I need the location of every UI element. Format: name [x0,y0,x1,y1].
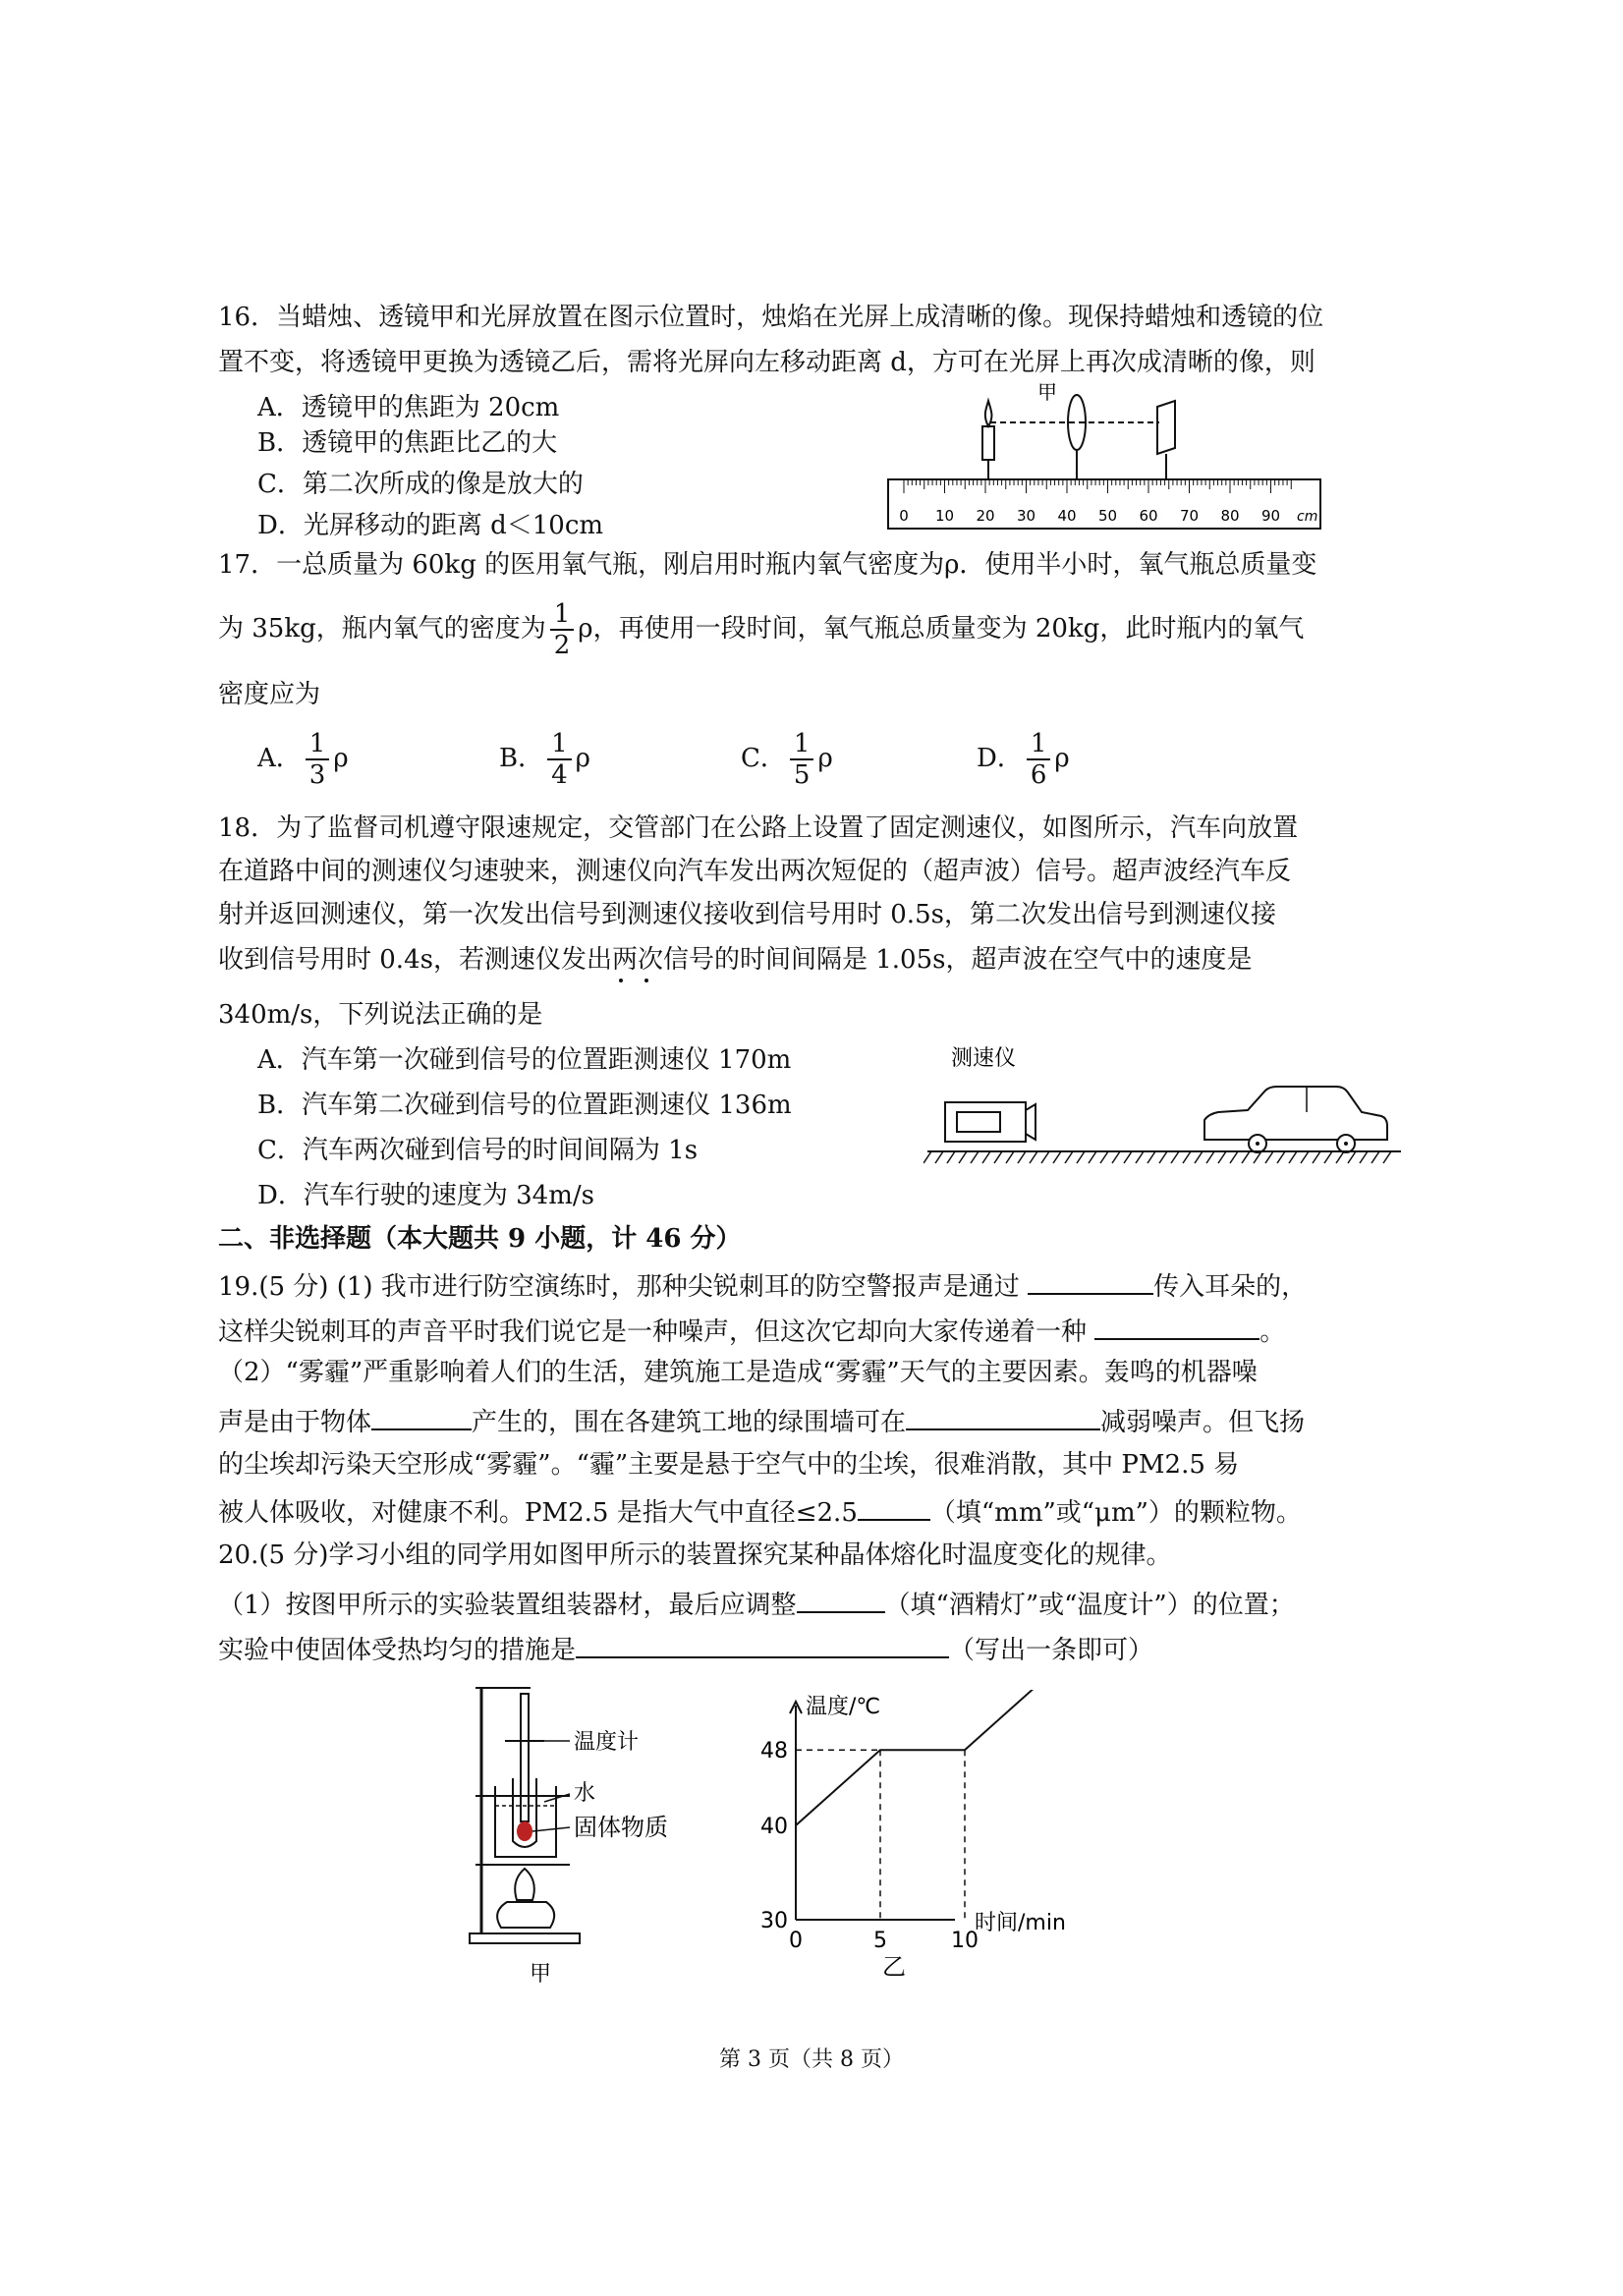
y-tick-label: 40 [760,1815,788,1839]
ground-hatch-line [1077,1151,1085,1163]
q19-line6: 被人体吸收，对健康不利。PM2.5 是指大气中直径≤2.5 （填“mm”或“μm”）的颗粒物。 [218,1493,1302,1530]
q20-apparatus-figure [462,1684,707,1988]
q17-option-b[interactable]: B． $\frac{1}{4}$ ρ [499,729,590,790]
x-tick-label: 5 [873,1929,887,1953]
emphasis-dot [619,979,623,982]
q16-line1: 16．当蜡烛、透镜甲和光屏放置在图示位置时，烛焰在光屏上成清晰的像。现保持蜡烛和透镜的位 [218,303,1324,332]
ground-hatch-line [1242,1151,1250,1163]
ground-hatch-line [1089,1151,1096,1163]
q18-option-c[interactable]: C．汽车两次碰到信号的时间间隔为 1s [257,1136,699,1165]
q19-answer-blank-4[interactable] [906,1403,1100,1430]
ground-hatch-line [1383,1151,1391,1163]
q16-option-c[interactable]: C．第二次所成的像是放大的 [257,470,584,499]
ground-hatch-line [1277,1151,1285,1163]
q16-option-d[interactable]: D．光屏移动的距离 d＜10cm [257,511,604,540]
q19-line4: 声是由于物体 产生的，围在各建筑工地的绿围墙可在 减弱噪声。但飞扬 [218,1403,1305,1439]
q19-answer-blank-1[interactable] [1028,1267,1153,1295]
q20-line1: 20.(5 分)学习小组的同学用如图甲所示的装置探究某种晶体熔化时温度变化的规律。 [218,1540,1172,1570]
q18-line2: 在道路中间的测速仪匀速驶来，测速仪向汽车发出两次短促的（超声波）信号。超声波经汽车反 [218,857,1292,886]
q17-fraction: $\frac{1}{2}$ [550,599,575,660]
ground-hatch-line [1018,1151,1026,1163]
alcohol-lamp-icon [497,1902,554,1928]
q17-line2-end: ρ，再使用一段时间，氧气瓶总质量变为 20kg，此时瓶内的氧气 [578,614,1305,644]
x-tick-label: 10 [951,1929,979,1953]
ground-hatch-line [1183,1151,1191,1163]
ground-hatch-line [1030,1151,1037,1163]
q18-option-b[interactable]: B．汽车第二次碰到信号的位置距测速仪 136m [257,1091,792,1120]
q16-line2: 置不变，将透镜甲更换为透镜乙后，需将光屏向左移动距离 d，方可在光屏上再次成清晰的像，则 [218,348,1315,377]
ground-hatch-line [1041,1151,1049,1163]
thermometer-icon [521,1694,529,1821]
ground-hatch-line [947,1151,955,1163]
ground-hatch-line [1218,1151,1226,1163]
y-axis-label: 温度/℃ [806,1695,881,1719]
ruler-ticks [904,479,1291,493]
ruler-tick-label: 90 [1260,507,1281,525]
section-title: 二、非选择题（本大题共 9 小题，计 46 分） [218,1224,742,1254]
ruler-tick-label: 50 [1097,507,1118,525]
screen-icon [1157,401,1175,454]
ruler-tick-label: 40 [1057,507,1077,525]
q19-answer-blank-5[interactable] [858,1493,930,1521]
q17-option-a[interactable]: A． $\frac{1}{3}$ ρ [257,729,349,790]
q18-line5: 340m/s，下列说法正确的是 [218,1000,543,1030]
figure-yi-caption: 乙 [882,1953,906,1981]
ground-hatch-line [1195,1151,1203,1163]
q18-option-a[interactable]: A．汽车第一次碰到信号的位置距测速仪 170m [257,1045,792,1075]
q16-option-a[interactable]: A．透镜甲的焦距为 20cm [257,393,560,422]
ground-hatch-line [935,1151,943,1163]
ground-hatch-line [1289,1151,1297,1163]
ground-hatch-line [1265,1151,1273,1163]
ruler-tick-label: 20 [976,507,995,525]
ground-hatch-line [1006,1151,1014,1163]
ground-hatch-line [923,1151,931,1163]
emphasis-dot [644,979,648,982]
q16-option-b[interactable]: B．透镜甲的焦距比乙的大 [257,428,558,458]
q19-line5: 的尘埃却污染天空形成“雾霾”。“霾”主要是悬于空气中的尘埃，很难消散，其中 PM2.5 易 [218,1450,1240,1480]
ground-hatch-line [1336,1151,1344,1163]
q18-line1: 18．为了监督司机遵守限速规定，交管部门在公路上设置了固定测速仪，如图所示，汽车向放置 [218,813,1299,843]
page-number: 第 3 页（共 8 页） [719,2047,904,2072]
y-tick-label: 48 [760,1739,788,1764]
q17-option-d[interactable]: D． $\frac{1}{6}$ ρ [977,729,1070,790]
q18-line3: 射并返回测速仪，第一次发出信号到测速仪接收到信号用时 0.5s，第二次发出信号到测速仪接 [218,900,1276,929]
ruler-unit: cm [1297,509,1318,525]
q19-line1: 19.(5 分) (1) 我市进行防空演练时，那种尖锐刺耳的防空警报声是通过 传入耳朵的， [218,1267,1307,1304]
ground-hatch-line [1159,1151,1167,1163]
ground-hatch-line [1065,1151,1073,1163]
q19-answer-blank-3[interactable] [371,1403,472,1430]
q20-line2: （1）按图甲所示的实验装置组装器材，最后应调整 （填“酒精灯”或“温度计”）的位置； [218,1586,1295,1622]
q17-option-c[interactable]: C． $\frac{1}{5}$ ρ [741,729,833,790]
q17-line3: 密度应为 [218,680,321,709]
ground-hatch-line [1147,1151,1155,1163]
ground-hatch-line [959,1151,967,1163]
ground-hatch-line [1171,1151,1179,1163]
q20-line3: 实验中使固体受热均匀的措施是 （写出一条即可） [218,1631,1153,1667]
ground-hatch-line [1124,1151,1132,1163]
ground-hatch-line [1371,1151,1379,1163]
ground-hatch-line [982,1151,990,1163]
ruler-tick-label: 10 [934,507,955,525]
ground-hatch-line [1348,1151,1356,1163]
y-tick-label: 30 [760,1909,788,1933]
ground-hatch-line [1112,1151,1120,1163]
ground-hatch-line [994,1151,1002,1163]
figure-jia-caption: 甲 [529,1962,552,1987]
q17-line2-start: 为 35kg，瓶内氧气的密度为 [218,614,546,644]
car-icon [1204,1087,1387,1140]
q19-answer-blank-2[interactable] [1094,1313,1259,1340]
ruler-tick-label: 0 [899,507,909,525]
q17-line1: 17．一总质量为 60kg 的医用氧气瓶，刚启用时瓶内氧气密度为ρ．使用半小时，氧气瓶总质量变 [218,550,1317,580]
q18-line4: 收到信号用时 0.4s，若测速仪发出两次信号的时间间隔是 1.05s，超声波在空气中的速度是 [218,945,1253,975]
ground-hatch-line [1100,1151,1108,1163]
candle-icon [982,426,994,460]
ruler-labels [899,507,1280,525]
q17-line2 [218,597,1304,660]
q19-line2: 这样尖锐刺耳的声音平时我们说它是一种噪声，但这次它却向大家传递着一种 。 [218,1313,1285,1349]
thermometer-label: 温度计 [574,1730,640,1755]
q16-lens-label: 甲 [1037,383,1057,404]
q16-optical-bench-figure [884,383,1336,531]
ground-hatch-line [1053,1151,1061,1163]
ground-hatch-line [1206,1151,1214,1163]
detector-label: 测速仪 [951,1046,1017,1071]
q18-speed-detector-figure [923,1041,1405,1169]
ground-hatch-line [1324,1151,1332,1163]
ruler-tick-label: 80 [1220,507,1240,525]
ground-hatch-line [1136,1151,1144,1163]
q20-melting-chart [747,1690,1120,1985]
q20-answer-blank-1[interactable] [797,1586,885,1613]
q19-line3: （2）“雾霾”严重影响着人们的生活，建筑施工是造成“雾霾”天气的主要因素。轰鸣的机器噪 [218,1358,1258,1387]
ruler-tick-label: 60 [1139,507,1158,525]
x-tick-label: 0 [789,1929,803,1953]
water-label: 水 [574,1781,596,1806]
ruler-tick-label: 70 [1179,507,1200,525]
ruler-tick-label: 30 [1016,507,1036,525]
ground-hatch-line [1313,1151,1320,1163]
solid-label: 固体物质 [574,1814,668,1841]
ground-hatch-line [971,1151,979,1163]
x-axis-label: 时间/min [975,1911,1066,1935]
ground-hatch-line [1301,1151,1309,1163]
q18-option-d[interactable]: D．汽车行驶的速度为 34m/s [257,1181,594,1210]
ground-hatch-line [1360,1151,1368,1163]
q20-answer-blank-2[interactable] [576,1631,949,1658]
ground-hatch-line [1230,1151,1238,1163]
